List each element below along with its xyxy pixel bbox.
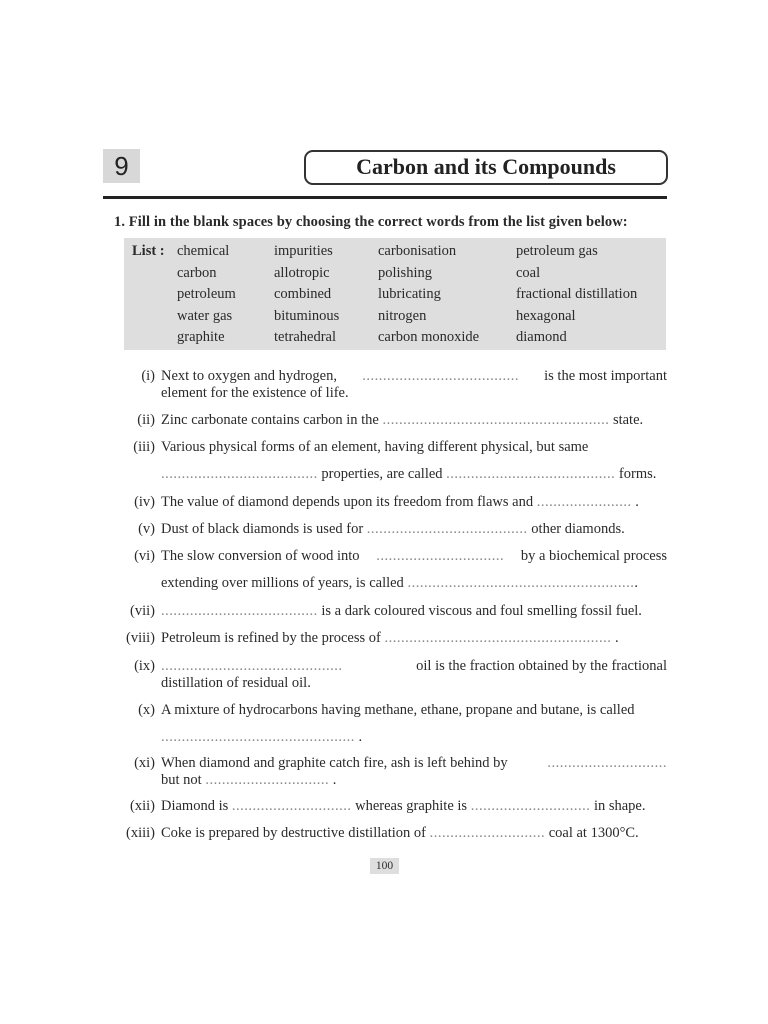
item-text: by a biochemical process bbox=[520, 548, 667, 564]
item-number: (ii) bbox=[137, 412, 155, 428]
header-rule bbox=[103, 196, 667, 199]
item-text: oil is the fraction obtained by the fractional bbox=[416, 658, 667, 674]
item-number: (iii) bbox=[133, 439, 155, 455]
answer-blank[interactable]: ...................................... bbox=[161, 466, 318, 482]
chapter-number: 9 bbox=[103, 149, 140, 183]
item-text: is the most important bbox=[544, 368, 667, 384]
item-number: (xii) bbox=[130, 798, 155, 814]
item-text: . bbox=[614, 630, 619, 646]
item-text: extending over millions of years, is called bbox=[161, 575, 404, 591]
answer-blank[interactable]: ....................................... bbox=[366, 521, 528, 537]
question-heading: 1. Fill in the blank spaces by choosing the correct words from the list given below: bbox=[114, 214, 628, 230]
answer-blank[interactable]: ............................... bbox=[376, 548, 505, 564]
list-word: carbon bbox=[177, 264, 217, 281]
item-number: (iv) bbox=[134, 494, 155, 510]
item-text: state. bbox=[612, 412, 644, 428]
list-word: water gas bbox=[177, 307, 233, 324]
item-text: . bbox=[332, 772, 337, 788]
answer-blank[interactable]: .............................. bbox=[205, 772, 330, 788]
list-word: coal bbox=[516, 264, 541, 281]
item-text: properties, are called bbox=[321, 466, 443, 482]
page-number: 100 bbox=[370, 858, 399, 874]
item-text: other diamonds. bbox=[531, 521, 625, 537]
list-word: graphite bbox=[177, 329, 225, 346]
item-text: . bbox=[634, 575, 638, 591]
answer-blank[interactable]: ....................................................... bbox=[382, 412, 610, 428]
item-text: Petroleum is refined by the process of bbox=[161, 630, 381, 646]
list-word: nitrogen bbox=[378, 307, 427, 324]
list-word: carbon monoxide bbox=[378, 329, 480, 346]
list-word: impurities bbox=[274, 243, 333, 259]
item-text: The value of diamond depends upon its freedom from flaws and bbox=[161, 494, 534, 510]
answer-blank[interactable]: ............................................... bbox=[161, 729, 355, 745]
item-number: (xi) bbox=[134, 755, 155, 771]
item-number: (vi) bbox=[134, 548, 155, 564]
list-word: hexagonal bbox=[516, 307, 576, 324]
chapter-title: Carbon and its Compounds bbox=[304, 150, 668, 185]
list-column-1 bbox=[177, 243, 236, 351]
item-text: When diamond and graphite catch fire, ash is left behind by bbox=[161, 755, 508, 771]
item-text: The slow conversion of wood into bbox=[161, 548, 360, 564]
item-text: A mixture of hydrocarbons having methane, ethane, propane and butane, is called bbox=[161, 702, 635, 718]
list-word: fractional distillation bbox=[516, 286, 638, 303]
list-word: carbonisation bbox=[378, 243, 457, 259]
item-text: . bbox=[635, 494, 639, 510]
list-word: diamond bbox=[516, 329, 567, 346]
item-text: . bbox=[358, 729, 363, 745]
answer-blank[interactable]: ......................................... bbox=[446, 466, 616, 482]
list-column-3 bbox=[378, 243, 479, 351]
item-number: (v) bbox=[138, 521, 155, 537]
item-text: Diamond is bbox=[161, 798, 229, 814]
list-word: chemical bbox=[177, 243, 230, 259]
item-text: Zinc carbonate contains carbon in the bbox=[161, 412, 379, 428]
list-word: petroleum gas bbox=[516, 243, 598, 259]
list-word: bituminous bbox=[274, 307, 340, 324]
answer-blank[interactable]: ...................................... bbox=[161, 603, 318, 619]
item-text: forms. bbox=[618, 466, 657, 482]
list-column-2 bbox=[274, 243, 339, 351]
item-text: Coke is prepared by destructive distillation of bbox=[161, 825, 426, 841]
list-word: petroleum bbox=[177, 286, 236, 303]
answer-blank[interactable]: ............................. bbox=[547, 755, 667, 771]
list-word: allotropic bbox=[274, 264, 330, 281]
list-label: List : bbox=[132, 243, 165, 259]
answer-blank[interactable]: ............................................ bbox=[161, 658, 343, 674]
item-text: Various physical forms of an element, having different physical, but same bbox=[161, 439, 589, 455]
item-number: (x) bbox=[138, 702, 155, 718]
item-text: distillation of residual oil. bbox=[161, 675, 311, 691]
item-number: (ix) bbox=[134, 658, 155, 674]
answer-blank[interactable]: ....................................................... bbox=[384, 630, 612, 646]
list-word: tetrahedral bbox=[274, 329, 336, 346]
item-text: Next to oxygen and hydrogen, bbox=[161, 368, 337, 384]
item-number: (vii) bbox=[130, 603, 155, 619]
item-text: is a dark coloured viscous and foul smelling fossil fuel. bbox=[321, 603, 642, 619]
answer-blank[interactable]: ............................. bbox=[470, 798, 591, 814]
list-word: lubricating bbox=[378, 286, 441, 303]
word-list bbox=[124, 238, 666, 350]
answer-blank[interactable]: ....................... bbox=[536, 494, 632, 510]
item-text: Dust of black diamonds is used for bbox=[161, 521, 364, 537]
answer-blank[interactable]: ...................................... bbox=[362, 368, 519, 384]
list-word: combined bbox=[274, 286, 332, 303]
item-number: (i) bbox=[141, 368, 155, 384]
answer-blank[interactable]: ............................. bbox=[231, 798, 352, 814]
item-number: (xiii) bbox=[126, 825, 155, 841]
item-text: in shape. bbox=[593, 798, 646, 814]
item-number: (viii) bbox=[126, 630, 155, 646]
list-word: polishing bbox=[378, 264, 432, 281]
list-column-4 bbox=[516, 243, 637, 351]
item-text: coal at 1300°C. bbox=[548, 825, 639, 841]
item-text: whereas graphite is bbox=[355, 798, 468, 814]
item-text: but not bbox=[161, 772, 202, 788]
answer-blank[interactable]: ....................................................... bbox=[407, 575, 635, 591]
answer-blank[interactable]: ............................ bbox=[429, 825, 546, 841]
item-text: element for the existence of life. bbox=[161, 385, 349, 401]
